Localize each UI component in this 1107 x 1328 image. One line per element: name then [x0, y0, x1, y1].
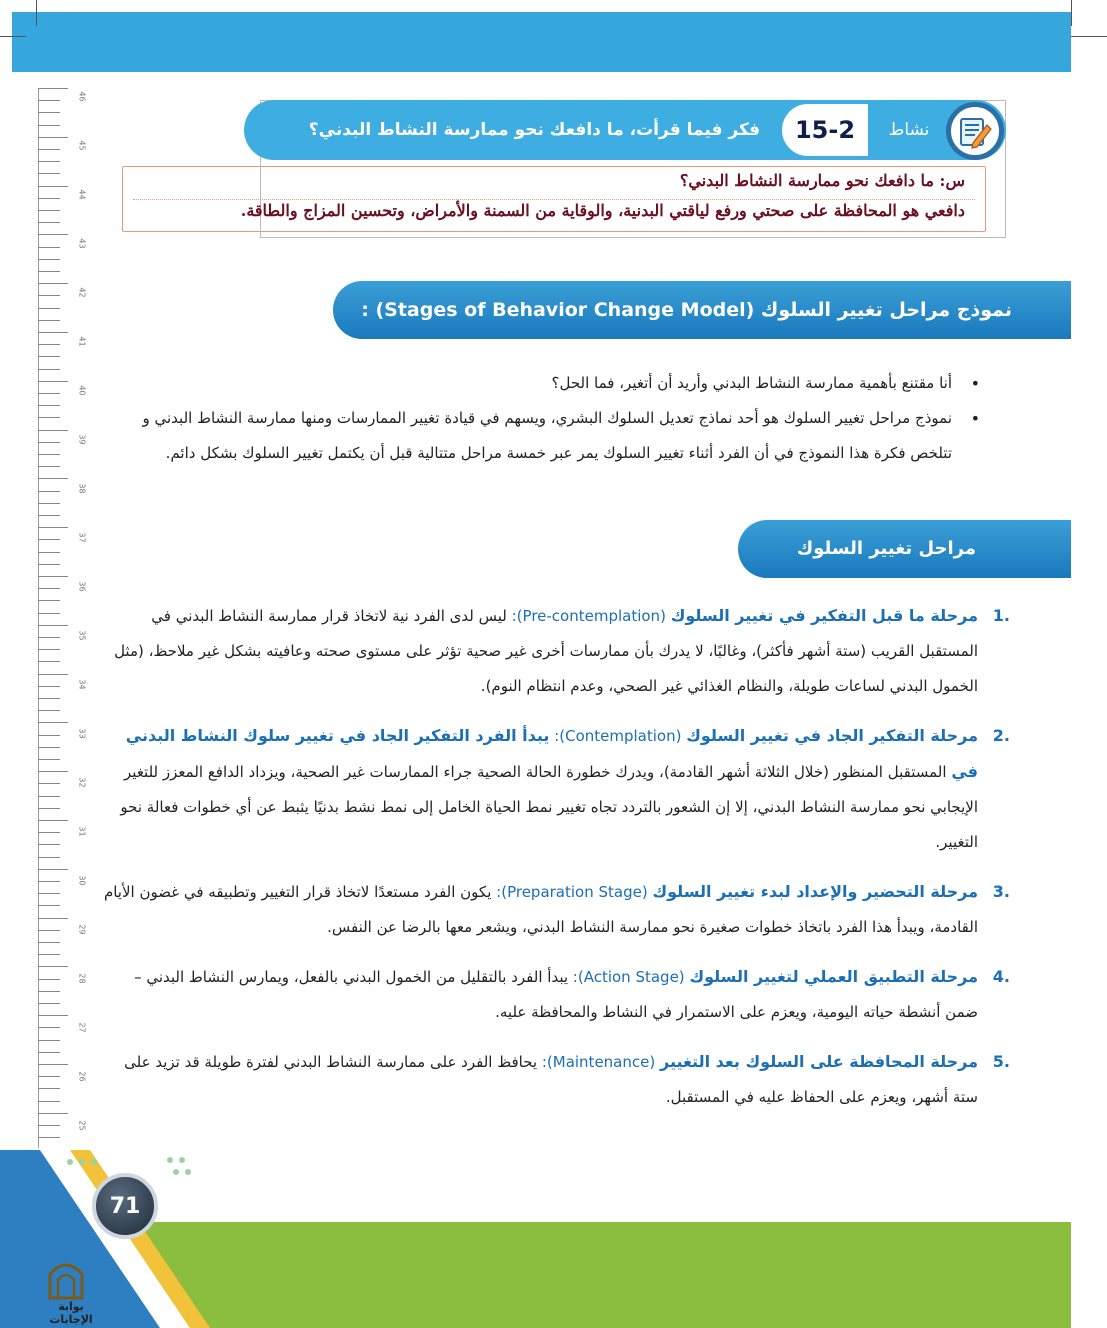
ruler-tick [38, 381, 68, 382]
ruler-tick [38, 1113, 68, 1114]
page-number: 71 [109, 1193, 141, 1219]
ruler-tick [38, 820, 68, 821]
ruler-tick [38, 1027, 60, 1028]
ruler-tick [38, 283, 68, 284]
ruler-tick [38, 661, 60, 662]
stage-term: (Action Stage): [572, 968, 685, 986]
stage-term: (Pre-contemplation): [511, 607, 666, 625]
ruler-number: 45 [77, 140, 87, 151]
ruler-tick [38, 332, 68, 333]
ruler-tick [38, 796, 60, 797]
ruler-number: 32 [77, 777, 87, 788]
ruler-tick [38, 893, 60, 894]
top-color-band [12, 12, 1071, 72]
ruler-tick [38, 991, 60, 992]
ruler-tick [38, 783, 60, 784]
ruler-tick [38, 735, 60, 736]
watermark-text: بوابة الإجابات [49, 1300, 93, 1326]
stage-term: (Contemplation): [554, 727, 682, 745]
stage-body: المستقبل المنظور (خلال الثلاثة أشهر القادمة)، ويدرك خطورة الحالة الصحية جراء الممارسات غير الصحية، ويزداد الدافع المعزز للتغير الإيجابي نحو ممارسة النشاط البدني، إلا إن الشعور بالتردد تجاه تغيير نمط الحياة الخامل إلى نمط نشط بدنيًا يثبط عن أي خطوات فعالة نحو التغيير. [120, 763, 978, 851]
ruler-number: 35 [77, 630, 87, 641]
ruler-tick [38, 747, 60, 748]
ruler-tick [38, 857, 60, 858]
stage-number: .2 [992, 726, 1010, 745]
ruler-number: 42 [77, 287, 87, 298]
ruler-number: 25 [77, 1120, 87, 1131]
page-number-badge [92, 1173, 158, 1239]
ruler-tick [38, 417, 60, 418]
ruler-tick [38, 393, 60, 394]
stage-item [98, 598, 1010, 704]
pencil-notepad-icon [946, 102, 1004, 160]
ruler-tick [38, 161, 60, 162]
ruler-tick [38, 430, 68, 431]
ruler-tick [38, 210, 60, 211]
ruler-tick [38, 1137, 60, 1138]
ruler-tick [38, 954, 60, 955]
ruler-tick [38, 844, 60, 845]
stage-item [98, 718, 1010, 860]
ruler-tick [38, 149, 60, 150]
ruler-number: 46 [77, 91, 87, 102]
ruler-tick [38, 295, 60, 296]
ruler-tick [38, 808, 60, 809]
stage-heading: مرحلة التفكير الجاد في تغيير السلوك [686, 726, 978, 745]
ruler-tick [38, 918, 68, 919]
ruler-number: 28 [77, 973, 87, 984]
crop-mark [1071, 0, 1072, 26]
stage-heading: مرحلة ما قبل التفكير في تغيير السلوك [670, 606, 978, 625]
ruler-number: 34 [77, 679, 87, 690]
ruler-tick [38, 1040, 60, 1041]
ruler-tick [38, 881, 60, 882]
ruler-tick [38, 515, 60, 516]
ruler-number: 37 [77, 532, 87, 543]
ruler-tick [38, 613, 60, 614]
ruler-number: 39 [77, 434, 87, 445]
ruler-tick [38, 698, 60, 699]
ruler-tick [38, 552, 60, 553]
activity-label: نشاط [888, 120, 930, 140]
activity-number-box [778, 100, 872, 160]
ruler-tick [38, 564, 60, 565]
ruler-tick [38, 491, 60, 492]
ruler-tick [38, 539, 60, 540]
ruler-tick [38, 625, 68, 626]
ruler-tick [38, 186, 68, 187]
stage-number: .3 [992, 882, 1010, 901]
ruler-tick [38, 137, 68, 138]
ruler-tick [38, 1101, 60, 1102]
stages-list [98, 598, 1010, 1115]
ruler-number: 41 [77, 336, 87, 347]
ruler-tick [38, 125, 60, 126]
ruler-tick [38, 979, 60, 980]
stage-item [98, 959, 1010, 1030]
ruler-tick [38, 966, 68, 967]
ruler-tick [38, 356, 60, 357]
ruler-number: 44 [77, 189, 87, 200]
ruler-tick [38, 308, 60, 309]
ruler-tick [38, 942, 60, 943]
answer-text: دافعي هو المحافظة على صحتي ورفع لياقتي البدنية، والوقاية من السمنة والأمراض، وتحسين المزاج والطاقة. [240, 201, 965, 220]
bullet-item: • أنا مقتنع بأهمية ممارسة النشاط البدني وأريد أن أتغير، فما الحل؟ [100, 366, 980, 401]
stage-heading: مرحلة التحضير والإعداد لبدء تغيير السلوك [652, 882, 978, 901]
ruler-tick [38, 1125, 60, 1126]
ruler-tick [38, 637, 60, 638]
stage-term: (Maintenance): [541, 1053, 656, 1071]
crop-mark [1071, 36, 1107, 37]
stage-body: يحافظ الفرد على ممارسة النشاط البدني لفترة طويلة قد تزيد على ستة أشهر، ويعزم على الحفاظ عليه في المستقبل. [124, 1053, 978, 1106]
ruler-tick [38, 478, 68, 479]
ruler-tick [38, 259, 60, 260]
stage-body: يبدأ الفرد بالتقليل من الخمول البدني بالفعل، ويمارس النشاط البدني – ضمن أنشطة حياته اليومية، ويعزم على الاستمرار في النشاط والمحافظة عليه. [134, 968, 978, 1021]
ruler-tick [38, 686, 60, 687]
stage-term: (Preparation Stage): [496, 883, 648, 901]
ruler-tick [38, 869, 68, 870]
ruler-tick [38, 576, 68, 577]
activity-number: 15-2 [794, 116, 856, 144]
ruler-tick [38, 222, 60, 223]
ruler-tick [38, 832, 60, 833]
ruler-tick [38, 710, 60, 711]
question-text: س: ما دافعك نحو ممارسة النشاط البدني؟ [679, 171, 965, 190]
ruler-tick [38, 234, 68, 235]
ruler-tick [38, 503, 60, 504]
ruler-tick [38, 759, 60, 760]
ruler-number: 30 [77, 875, 87, 886]
ruler-number: 36 [77, 581, 87, 592]
ruler-tick [38, 454, 60, 455]
ruler-tick [38, 1064, 68, 1065]
ruler-tick [38, 600, 60, 601]
ruler-tick [38, 527, 68, 528]
ruler-number: 40 [77, 385, 87, 396]
activity-title: فكر فيما قرأت، ما دافعك نحو ممارسة النشاط البدني؟ [308, 120, 760, 140]
ruler-tick [38, 247, 60, 248]
ruler-tick [38, 442, 60, 443]
stage-number: .4 [992, 967, 1010, 986]
ruler-tick [38, 112, 60, 113]
ruler-tick [38, 930, 60, 931]
ruler-tick [38, 320, 60, 321]
ruler-tick [38, 369, 60, 370]
ruler-tick [38, 1052, 60, 1053]
ruler-tick [38, 344, 60, 345]
ruler-tick [38, 1088, 60, 1089]
ruler-tick [38, 198, 60, 199]
ruler-tick [38, 905, 60, 906]
bullet-item: • نموذج مراحل تغيير السلوك هو أحد نماذج تعديل السلوك البشري، ويسهم في قيادة تغيير الممارسات ومنها ممارسة النشاط البدني و تتلخص فكرة هذا النموذج في أن الفرد أثناء تغيير السلوك يمر عبر خمسة مراحل متتالية قبل أن يكتمل تغيير السلوك بشكل دائم. [100, 401, 980, 471]
stage-number: .5 [992, 1052, 1010, 1071]
dotted-separator [133, 199, 975, 200]
stage-body-heading: يبدأ الفرد التفكير الجاد في تغيير سلوك النشاط البدني في [125, 726, 978, 781]
ruler-tick [38, 722, 68, 723]
ruler-number: 27 [77, 1022, 87, 1033]
ruler-tick [38, 649, 60, 650]
stage-number: .1 [992, 606, 1010, 625]
ruler-tick [38, 674, 68, 675]
ruler-number: 43 [77, 238, 87, 249]
ruler-tick [38, 88, 68, 89]
ruler-tick [38, 173, 60, 174]
stage-body: يكون الفرد مستعدًا لاتخاذ قرار التغيير وتطبيقه في غضون الأيام القادمة، ويبدأ هذا الفرد باتخاذ خطوات صغيرة نحو ممارسة النشاط البدني، ويشعر معها بالرضا عن النفس. [103, 883, 978, 936]
ruler-tick [38, 100, 60, 101]
stage-heading: مرحلة المحافظة على السلوك بعد التغيير [660, 1052, 978, 1071]
ruler-tick [38, 271, 60, 272]
stage-heading: مرحلة التطبيق العملي لتغيير السلوك [689, 967, 978, 986]
ruler-number: 31 [77, 826, 87, 837]
answer-box [122, 166, 986, 232]
ruler-number: 33 [77, 728, 87, 739]
stage-item [98, 874, 1010, 945]
stage-body: ليس لدى الفرد نية لاتخاذ قرار ممارسة النشاط البدني في المستقبل القريب (ستة أشهر فأكثر)، وغالبًا، لا يدرك بأن ممارسات أخرى غير صحية تؤثر على مستوى صحته وعافيته بشكل غير ملاحظ، (مثل الخمول البدني لساعات طويلة، والنظام الغذائي غير الصحي، وعدم انتظام النوم). [114, 607, 978, 695]
ruler-tick [38, 588, 60, 589]
intro-bullets [100, 366, 980, 471]
mosque-logo-icon [44, 1254, 88, 1300]
ruler-tick [38, 466, 60, 467]
section-title-model: نموذج مراحل تغيير السلوك (Stages of Behavior Change Model) : [361, 299, 1012, 321]
ruler-number: 38 [77, 483, 87, 494]
ruler-tick [38, 1015, 68, 1016]
ruler-tick [38, 771, 68, 772]
section-title-stages: مراحل تغيير السلوك [796, 538, 976, 559]
ruler-tick [38, 1076, 60, 1077]
ruler-number: 26 [77, 1071, 87, 1082]
ruler-number: 29 [77, 924, 87, 935]
stage-item [98, 1044, 1010, 1115]
ruler-tick [38, 1003, 60, 1004]
ruler-tick [38, 405, 60, 406]
side-ruler [0, 0, 100, 1328]
